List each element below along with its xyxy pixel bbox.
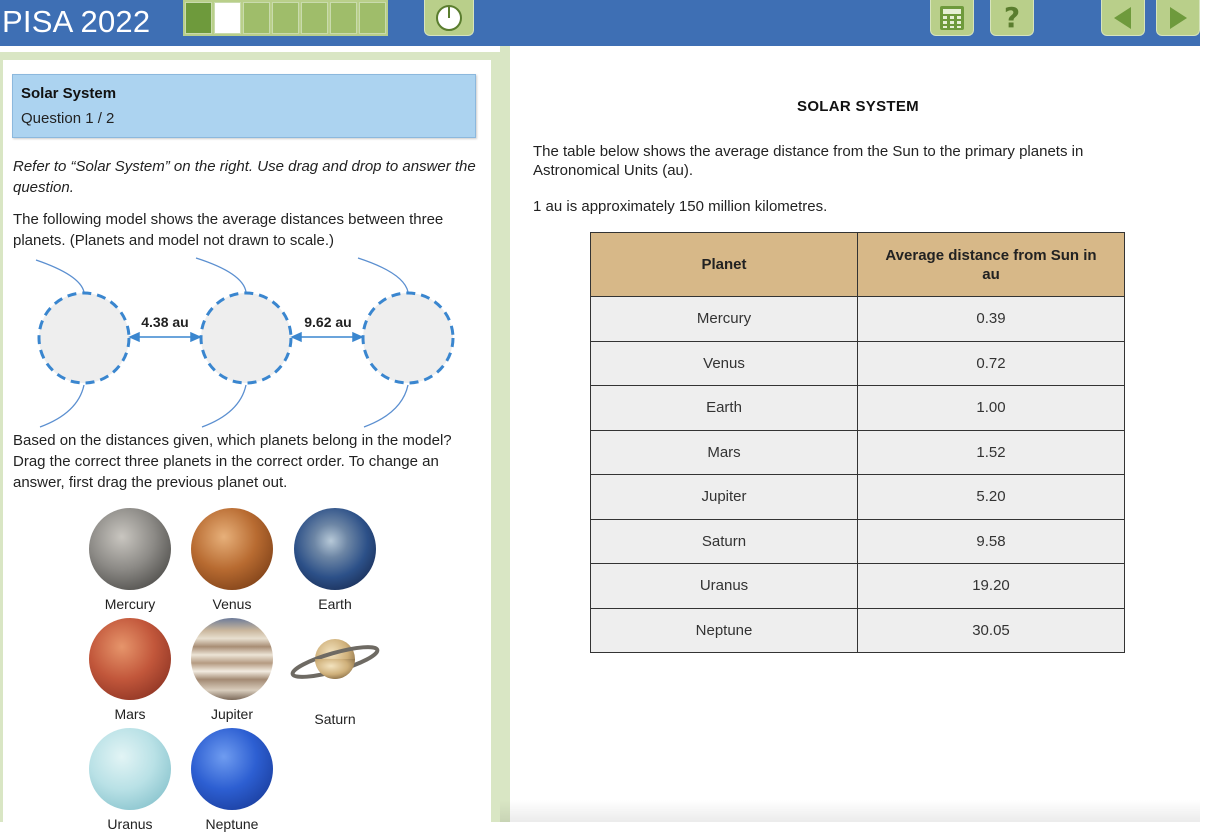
uranus-planet-image <box>89 728 171 810</box>
column-header: Average distance from Sun in au <box>858 233 1125 297</box>
column-header: Planet <box>591 233 858 297</box>
table-row <box>591 430 1125 475</box>
planet-cell: Neptune <box>591 608 858 653</box>
table-row <box>591 341 1125 386</box>
drop-target[interactable] <box>39 293 129 383</box>
planet-label: Uranus <box>107 816 153 832</box>
distance-label: 9.62 au <box>304 314 352 330</box>
draggable-planet-mars[interactable] <box>85 618 175 722</box>
planet-distance-table <box>590 232 1125 653</box>
orbit-arc <box>358 258 408 292</box>
draggable-planet-earth[interactable] <box>290 508 380 612</box>
planet-distance-model <box>0 255 490 430</box>
arrow-left-icon <box>1109 4 1137 32</box>
planet-cell: Mars <box>591 430 858 475</box>
earth-planet-image <box>294 508 376 590</box>
drop-target[interactable] <box>201 293 291 383</box>
planet-cell: Earth <box>591 386 858 431</box>
unit-title: Solar System <box>21 85 117 102</box>
venus-planet-image <box>191 508 273 590</box>
orbit-arc <box>364 385 408 427</box>
table-row <box>591 564 1125 609</box>
distance-cell: 1.00 <box>858 386 1125 431</box>
help-button[interactable] <box>990 0 1034 36</box>
table-row <box>591 475 1125 520</box>
planet-cell: Jupiter <box>591 475 858 520</box>
previous-button[interactable] <box>1101 0 1145 36</box>
orbit-arc <box>202 385 246 427</box>
arrow-right-icon <box>1164 4 1192 32</box>
drop-target[interactable] <box>363 293 453 383</box>
planet-label: Mars <box>114 706 146 722</box>
table-header-row <box>591 233 1125 297</box>
mercury-planet-image <box>89 508 171 590</box>
timer-icon <box>434 3 464 33</box>
next-button[interactable] <box>1156 0 1200 36</box>
planet-cell: Mercury <box>591 297 858 342</box>
planet-label: Neptune <box>205 816 259 832</box>
stimulus-note: 1 au is approximately 150 million kilometres. <box>533 198 828 215</box>
progress-cell <box>359 2 386 34</box>
planet-label: Earth <box>318 596 352 612</box>
top-bar <box>0 0 1200 46</box>
bottom-shadow <box>500 800 1200 822</box>
progress-cell-current <box>214 2 241 34</box>
progress-cell <box>330 2 357 34</box>
panel-divider <box>500 46 510 822</box>
progress-cell <box>272 2 299 34</box>
draggable-planet-saturn[interactable] <box>290 618 380 727</box>
jupiter-planet-image <box>191 618 273 700</box>
distance-cell: 1.52 <box>858 430 1125 475</box>
draggable-planet-uranus[interactable] <box>85 728 175 832</box>
draggable-planet-mercury[interactable] <box>85 508 175 612</box>
table-row <box>591 608 1125 653</box>
planet-label: Saturn <box>314 711 356 727</box>
model-intro-text: The following model shows the average distances between three planets. (Planets and model not drawn to scale.) <box>13 211 444 249</box>
progress-cell <box>243 2 270 34</box>
saturn-planet-image <box>290 618 380 700</box>
question-header <box>12 74 476 138</box>
progress-cell <box>185 2 212 34</box>
distance-cell: 30.05 <box>858 608 1125 653</box>
draggable-planet-venus[interactable] <box>187 508 277 612</box>
planet-label: Venus <box>212 596 252 612</box>
progress-cell <box>301 2 328 34</box>
stimulus-title: SOLAR SYSTEM <box>797 98 919 115</box>
planet-label: Mercury <box>104 596 156 612</box>
orbit-arc <box>36 260 84 292</box>
distance-cell: 0.39 <box>858 297 1125 342</box>
planet-cell: Venus <box>591 341 858 386</box>
planet-cell: Saturn <box>591 519 858 564</box>
orbit-arc <box>196 258 246 292</box>
table-row <box>591 519 1125 564</box>
timer-button[interactable] <box>424 0 474 36</box>
draggable-planet-jupiter[interactable] <box>187 618 277 722</box>
progress-bar <box>183 0 388 36</box>
calculator-button[interactable] <box>930 0 974 36</box>
table-row <box>591 386 1125 431</box>
calculator-icon <box>937 3 967 33</box>
mars-planet-image <box>89 618 171 700</box>
distance-cell: 19.20 <box>858 564 1125 609</box>
planet-label: Jupiter <box>210 706 254 722</box>
distance-cell: 5.20 <box>858 475 1125 520</box>
question-number: Question 1 / 2 <box>21 110 115 127</box>
question-text: Based on the distances given, which planets belong in the model? Drag the correct three planets in the correct order. To change an answer, first drag the previous planet out. <box>13 432 452 491</box>
stimulus-intro: The table below shows the average distance from the Sun to the primary planets in Astronomical Units (au). <box>533 143 1084 179</box>
distance-cell: 0.72 <box>858 341 1125 386</box>
planet-cell: Uranus <box>591 564 858 609</box>
draggable-planet-neptune[interactable] <box>187 728 277 832</box>
help-icon: ? <box>1003 1 1021 34</box>
orbit-arc <box>40 385 84 427</box>
table-row <box>591 297 1125 342</box>
neptune-planet-image <box>191 728 273 810</box>
distance-label: 4.38 au <box>141 314 189 330</box>
instruction-text: Refer to “Solar System” on the right. Use drag and drop to answer the question. <box>13 158 476 196</box>
distance-cell: 9.58 <box>858 519 1125 564</box>
app-title: PISA 2022 <box>2 4 151 39</box>
